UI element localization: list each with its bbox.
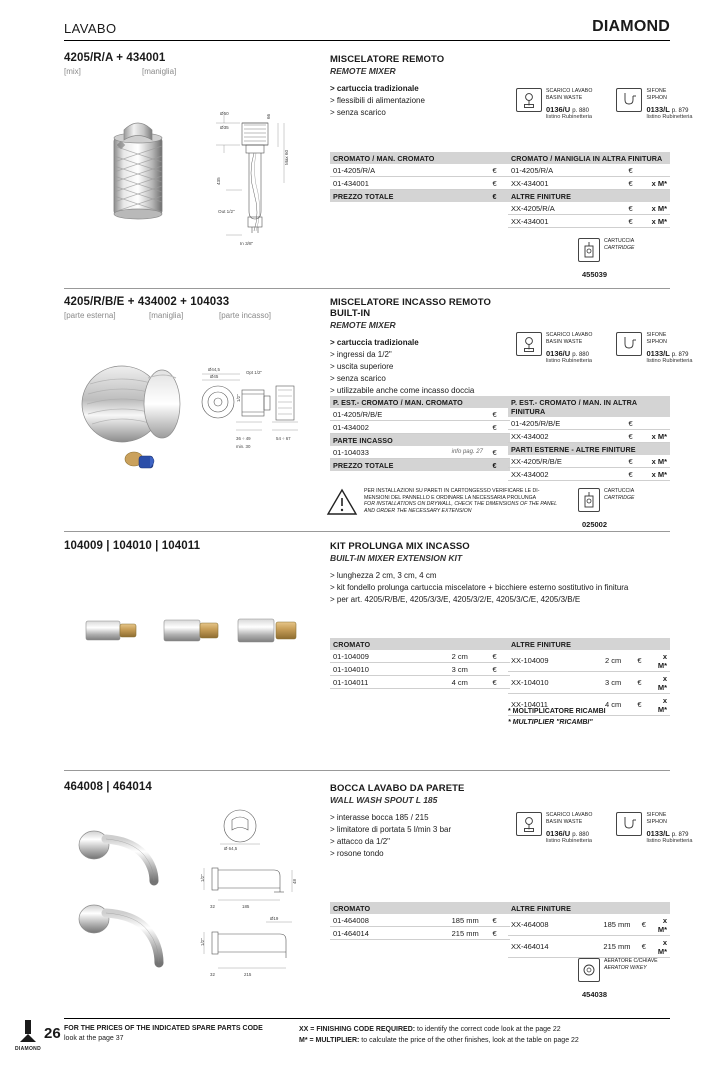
row-price: € <box>625 215 645 228</box>
feature-item: > uscita superiore <box>330 362 394 371</box>
row-price: € <box>625 202 645 215</box>
technical-drawing-1 <box>196 95 316 250</box>
row-multiplier <box>646 164 670 177</box>
section-divider <box>64 770 670 771</box>
badge-footnote: listino Rubinetteria <box>646 358 693 364</box>
description-title: MISCELATORE INCASSO REMOTO BUILT-IN <box>330 297 491 319</box>
badge-label-en: BASIN WASTE <box>546 819 583 825</box>
badge-footnote: listino Rubinetteria <box>646 114 693 120</box>
table-header: CROMATO / MAN. CROMATO <box>330 152 510 164</box>
feature-item: > cartuccia tradizionale <box>330 84 419 93</box>
price-table-4-right <box>508 902 670 958</box>
row-size: 215 mm <box>449 927 490 940</box>
svg-text:54 ÷ 67: 54 ÷ 67 <box>276 436 291 441</box>
footer-xx-text: to identify the correct code look at the page 22 <box>415 1026 561 1033</box>
svg-text:435: 435 <box>216 177 221 185</box>
price-table-2-left <box>330 396 510 471</box>
badge-footnote: listino Rubinetteria <box>546 838 593 844</box>
row-price: € <box>490 421 510 434</box>
feature-item: > senza scarico <box>330 374 386 383</box>
svg-text:Out 1/2": Out 1/2" <box>218 209 235 214</box>
row-price: € <box>490 676 510 689</box>
product-sublabels: [parte esterna] [maniglia] [parte incasso] <box>64 311 272 320</box>
row-code: 01-4205/R/B/E <box>330 408 449 421</box>
product-code: 4205/R/A + 434001 <box>64 52 166 64</box>
row-code: 01-104009 <box>330 650 449 663</box>
cartridge-label-it: CARTUCCIA <box>604 488 635 494</box>
row-code: 01-464008 <box>330 914 449 927</box>
description-subtitle: REMOTE MIXER <box>330 66 396 76</box>
svg-text:Opt 1/2": Opt 1/2" <box>246 370 262 375</box>
table-total-label: PREZZO TOTALE <box>330 459 490 472</box>
badge-label-it: SIFONE <box>646 812 667 818</box>
feature-item: > per art. 4205/R/B/E, 4205/3/3/E, 4205/3/2/E, 4205/3/C/E, 4205/3/B/E <box>330 595 581 604</box>
price-table-3-right <box>508 638 670 716</box>
price-table-2-right <box>508 396 670 481</box>
row-size: 3 cm <box>602 672 634 694</box>
badge-footnote: listino Rubinetteria <box>546 358 593 364</box>
footer-xx-label: XX = FINISHING CODE REQUIRED: <box>299 1026 416 1033</box>
badge-label-it: SIFONE <box>646 332 667 338</box>
svg-text:1/2": 1/2" <box>236 394 241 402</box>
row-multiplier: x M* <box>651 694 670 716</box>
row-price: € <box>490 914 510 927</box>
section-divider <box>64 288 670 289</box>
footer-right <box>299 1024 579 1046</box>
svg-text:Ø45: Ø45 <box>210 374 219 379</box>
feature-item: > lunghezza 2 cm, 3 cm, 4 cm <box>330 571 437 580</box>
badge-code: 0136/U <box>546 105 571 114</box>
cartridge-badge-1 <box>578 238 634 279</box>
badge-code: 0133/L <box>646 829 670 838</box>
cartridge-icon <box>578 238 600 262</box>
page-number: 26 <box>44 1025 61 1042</box>
page-title: LAVABO <box>64 21 117 36</box>
description-title: MISCELATORE REMOTO <box>330 54 445 65</box>
row-price: € <box>625 417 645 430</box>
row-multiplier: x M* <box>646 455 670 468</box>
description-4 <box>330 783 520 860</box>
badge-label-it: SCARICO LAVABO <box>546 812 593 818</box>
row-code: XX-104009 <box>508 650 602 672</box>
warning-note-2 <box>326 488 559 516</box>
footer-left-normal: look at the page 37 <box>64 1035 124 1042</box>
table-header: P. EST.- CROMATO / MAN. CROMATO <box>330 396 510 408</box>
row-multiplier: x M* <box>646 468 670 481</box>
cartridge-icon <box>578 488 600 512</box>
badge-code: 0133/L <box>646 105 670 114</box>
price-table-4-left <box>330 902 510 940</box>
warning-text-it: PER INSTALLAZIONI SU PARETI IN CARTONGESSO VERIFICARE LE DI-MENSIONI DEL PANNELLO E ORDINARE LA NECESSARIA PROLUNGA <box>364 488 540 501</box>
aerator-code: 454038 <box>582 990 608 999</box>
feature-item: > utilizzabile anche come incasso doccia <box>330 386 475 395</box>
row-multiplier: x M* <box>651 672 670 694</box>
badge-page: p. 880 <box>572 352 589 358</box>
accessory-badges-4 <box>516 812 693 844</box>
row-price: € <box>490 927 510 940</box>
table-total-label: PREZZO TOTALE <box>330 190 490 203</box>
badge-label-it: SIFONE <box>646 88 667 94</box>
technical-drawing-4 <box>198 800 318 990</box>
row-price: € <box>634 694 650 716</box>
table-subheader: PARTE INCASSO <box>330 434 510 447</box>
badge-code: 0136/U <box>546 829 571 838</box>
table-total-price: € <box>490 190 510 203</box>
row-code: 01-104011 <box>330 676 449 689</box>
table-header: CROMATO <box>330 638 510 650</box>
row-price: € <box>490 663 510 676</box>
warning-icon <box>326 488 358 516</box>
feature-list-3 <box>330 570 650 606</box>
section-divider <box>64 531 670 532</box>
multiplier-note <box>508 706 606 728</box>
feature-item: > limitatore di portata 5 l/min 3 bar <box>330 825 452 834</box>
feature-list-1 <box>330 83 510 119</box>
product-code: 4205/R/B/E + 434002 + 104033 <box>64 296 230 308</box>
svg-text:Ø19: Ø19 <box>270 916 279 921</box>
badge-code: 0136/U <box>546 349 571 358</box>
cartridge-code: 025002 <box>582 520 608 529</box>
description-2 <box>330 297 520 397</box>
footer-brandmark: DIAMOND <box>6 1018 50 1052</box>
price-table-1-right <box>508 152 670 228</box>
row-size: 2 cm <box>602 650 634 672</box>
row-price: € <box>490 650 510 663</box>
row-multiplier: x M* <box>655 914 670 936</box>
badge-label-en: SIPHON <box>646 95 667 101</box>
table-total-price: € <box>490 459 510 472</box>
badge-siphon <box>616 88 692 120</box>
svg-text:66: 66 <box>266 113 271 119</box>
multiplier-note-en: * MULTIPLIER "RICAMBI" <box>508 719 593 726</box>
table-header: ALTRE FINITURE <box>508 638 670 650</box>
feature-item: > cartuccia tradizionale <box>330 338 419 347</box>
product-photo-4 <box>72 818 197 978</box>
badge-label-en: BASIN WASTE <box>546 339 583 345</box>
row-price: € <box>625 430 645 443</box>
description-title: BOCCA LAVABO DA PARETE <box>330 783 465 794</box>
badge-basin-waste <box>516 812 592 844</box>
svg-text:215: 215 <box>244 972 252 977</box>
row-code: 01-4205/R/A <box>508 164 625 177</box>
svg-text:Ø50: Ø50 <box>220 111 229 116</box>
feature-list-4 <box>330 812 520 860</box>
row-price: € <box>490 177 510 190</box>
row-code: XX-434002 <box>508 468 625 481</box>
product-sublabels: [mix] [maniglia] <box>64 67 177 76</box>
row-code: XX-464014 <box>508 936 600 958</box>
row-size: 3 cm <box>449 663 490 676</box>
row-multiplier: x M* <box>655 936 670 958</box>
svg-text:185: 185 <box>242 904 250 909</box>
row-code: XX-434001 <box>508 177 625 190</box>
accessory-badges-1 <box>516 88 693 120</box>
accessory-badges-2 <box>516 332 693 364</box>
badge-basin-waste <box>516 88 592 120</box>
technical-drawing-2 <box>196 360 316 455</box>
badge-siphon <box>616 812 692 844</box>
description-subtitle: BUILT-IN MIXER EXTENSION KIT <box>330 553 463 563</box>
badge-page: p. 879 <box>671 832 689 838</box>
page-header <box>64 18 670 41</box>
badge-page: p. 880 <box>572 108 589 114</box>
table-subheader: PARTI ESTERNE - ALTRE FINITURE <box>508 443 670 456</box>
badge-label-en: SIPHON <box>646 339 667 345</box>
svg-text:32: 32 <box>210 972 215 977</box>
svg-text:32: 32 <box>210 904 215 909</box>
svg-text:In 3/8": In 3/8" <box>240 241 254 246</box>
row-code: 01-104010 <box>330 663 449 676</box>
svg-text:48: 48 <box>292 879 297 884</box>
feature-item: > attacco da 1/2" <box>330 837 390 846</box>
multiplier-note-it: * MOLTIPLICATORE RICAMBI <box>508 708 606 715</box>
description-3 <box>330 541 650 606</box>
svg-text:Max 60: Max 60 <box>284 149 289 165</box>
cartridge-label-en: CARTRIDGE <box>604 245 635 251</box>
product-code: 104009 | 104010 | 104011 <box>64 540 201 552</box>
table-header: CROMATO / MANIGLIA IN ALTRA FINITURA <box>508 152 670 164</box>
feature-list-2 <box>330 337 520 397</box>
basin-waste-icon <box>516 88 542 112</box>
row-multiplier: x M* <box>651 650 670 672</box>
row-size: 185 mm <box>600 914 638 936</box>
table-header: CROMATO <box>330 902 510 914</box>
basin-waste-icon <box>516 812 542 836</box>
svg-text:min. 30: min. 30 <box>236 444 251 449</box>
description-subtitle: WALL WASH SPOUT L 185 <box>330 795 438 805</box>
row-code: XX-434001 <box>508 215 625 228</box>
svg-text:1/2": 1/2" <box>200 938 205 946</box>
aerator-label-en: AERATOR W/KEY <box>604 965 647 971</box>
row-code: XX-4205/R/B/E <box>508 455 625 468</box>
table-header: ALTRE FINITURE <box>508 902 670 914</box>
row-price: € <box>625 455 645 468</box>
row-code: XX-434002 <box>508 430 625 443</box>
row-multiplier: x M* <box>646 430 670 443</box>
feature-item: > flessibili di alimentazione <box>330 96 425 105</box>
siphon-icon <box>616 812 642 836</box>
aerator-icon <box>578 958 600 982</box>
row-price: € <box>625 468 645 481</box>
row-multiplier: x M* <box>646 215 670 228</box>
badge-page: p. 880 <box>572 832 589 838</box>
row-multiplier <box>646 417 670 430</box>
svg-text:Ø44,5: Ø44,5 <box>208 367 220 372</box>
feature-item: > senza scarico <box>330 108 386 117</box>
feature-item: > kit fondello prolunga cartuccia miscelatore + bicchiere esterno sostitutivo in finitura <box>330 583 629 592</box>
badge-page: p. 879 <box>671 108 689 114</box>
row-price: € <box>490 164 510 177</box>
product-code: 464008 | 464014 <box>64 781 152 793</box>
row-size: 4 cm <box>602 694 634 716</box>
product-photo-2 <box>76 356 201 486</box>
badge-label-en: BASIN WASTE <box>546 95 583 101</box>
page-footer <box>64 1018 670 1046</box>
description-1 <box>330 54 510 119</box>
cartridge-label-en: CARTRIDGE <box>604 495 635 501</box>
row-code: XX-464008 <box>508 914 600 936</box>
svg-text:1/2": 1/2" <box>200 874 205 882</box>
row-note: info pag. 27 <box>449 446 490 459</box>
warning-text-en: FOR INSTALLATIONS ON DRYWALL, CHECK THE DIMENSIONS OF THE PANEL AND ORDER THE NECESSARY EXTENSION <box>364 501 557 514</box>
badge-label-en: SIPHON <box>646 819 667 825</box>
footer-left <box>64 1024 289 1046</box>
row-code: 01-464014 <box>330 927 449 940</box>
cartridge-label-it: CARTUCCIA <box>604 238 635 244</box>
row-price: € <box>490 446 510 459</box>
row-price: € <box>639 936 655 958</box>
cartridge-badge-2 <box>578 488 634 529</box>
cartridge-code: 455039 <box>582 270 608 279</box>
feature-item: > rosone tondo <box>330 849 384 858</box>
table-header: P. EST.- CROMATO / MAN. IN ALTRA FINITURA <box>508 396 670 417</box>
footer-m-label: M* = MULTIPLIER: <box>299 1037 360 1044</box>
badge-basin-waste <box>516 332 592 364</box>
feature-item: > interasse bocca 185 / 215 <box>330 813 429 822</box>
badge-code: 0133/L <box>646 349 670 358</box>
row-code: 01-4205/R/A <box>330 164 449 177</box>
svg-text:36 ÷ 49: 36 ÷ 49 <box>236 436 251 441</box>
row-multiplier: x M* <box>646 177 670 190</box>
basin-waste-icon <box>516 332 542 356</box>
brand-logo: DIAMOND <box>592 18 670 35</box>
row-price: € <box>490 408 510 421</box>
row-code: 01-104033 <box>330 446 449 459</box>
row-size: 185 mm <box>449 914 490 927</box>
footer-left-bold: FOR THE PRICES OF THE INDICATED SPARE PARTS CODE <box>64 1025 263 1032</box>
description-title: KIT PROLUNGA MIX INCASSO <box>330 541 470 552</box>
row-price: € <box>634 650 650 672</box>
badge-label-it: SCARICO LAVABO <box>546 88 593 94</box>
product-photo-3 <box>80 605 310 655</box>
row-code: 01-434002 <box>330 421 449 434</box>
row-size: 4 cm <box>449 676 490 689</box>
footer-m-text: to calculate the price of the other finishes, look at the table on page 22 <box>359 1037 579 1044</box>
row-code: 01-4205/R/B/E <box>508 417 625 430</box>
aerator-badge-4 <box>578 958 658 999</box>
siphon-icon <box>616 332 642 356</box>
badge-footnote: listino Rubinetteria <box>546 114 593 120</box>
badge-footnote: listino Rubinetteria <box>646 838 693 844</box>
row-price: € <box>625 177 645 190</box>
row-code: XX-104010 <box>508 672 602 694</box>
price-table-3-left <box>330 638 510 689</box>
badge-page: p. 879 <box>671 352 689 358</box>
row-price: € <box>625 164 645 177</box>
price-table-1-left <box>330 152 510 202</box>
badge-siphon <box>616 332 692 364</box>
badge-label-it: SCARICO LAVABO <box>546 332 593 338</box>
row-price: € <box>639 914 655 936</box>
row-size: 2 cm <box>449 650 490 663</box>
svg-text:Ø35: Ø35 <box>220 125 229 130</box>
feature-item: > ingressi da 1/2" <box>330 350 392 359</box>
row-code: XX-4205/R/A <box>508 202 625 215</box>
svg-text:Ø 64,5: Ø 64,5 <box>224 846 238 851</box>
row-price: € <box>634 672 650 694</box>
row-code: XX-104011 <box>508 694 602 716</box>
siphon-icon <box>616 88 642 112</box>
description-subtitle: REMOTE MIXER <box>330 320 396 330</box>
aerator-label-it: AERATORE C/CHIAVE <box>604 958 658 964</box>
table-subheader: ALTRE FINITURE <box>508 190 670 203</box>
row-multiplier: x M* <box>646 202 670 215</box>
row-size: 215 mm <box>600 936 638 958</box>
row-code: 01-434001 <box>330 177 449 190</box>
